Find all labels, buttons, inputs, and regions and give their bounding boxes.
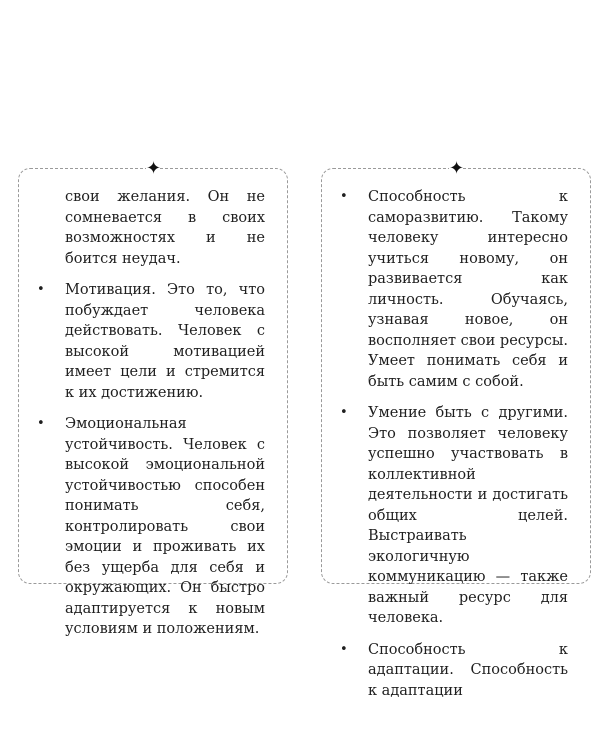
- left-card: [18, 158, 288, 637]
- right-card-content: [340, 187, 568, 701]
- list-item-text: Способность к адаптации. Способность к адаптации: [368, 641, 568, 699]
- left-card-content: [37, 187, 265, 640]
- list-item: [37, 414, 265, 640]
- list-item-text: Эмоциональная устойчивость. Человек с высокой эмоциональной устойчивостью способен понимать себя, контролировать свои эмоции и проживать их без ущерба для себя и окружающих. Он быстро адаптируется к новым условиям и положениям.: [65, 416, 265, 637]
- star-ornament-icon: ✦: [449, 158, 465, 179]
- bullet-icon: •: [37, 282, 45, 297]
- list-item: [340, 187, 568, 392]
- bullet-icon: •: [37, 416, 45, 431]
- right-card: [321, 158, 591, 699]
- bullet-icon: •: [340, 641, 348, 657]
- bullet-icon: •: [340, 405, 348, 420]
- list-item-text: Способность к саморазвитию. Такому человеку интересно учиться новому, он развивается как личность. Обучаясь, узнавая новое, он восполняет свои ресурсы. Умеет понимать себя и быть самим с собой.: [368, 189, 568, 390]
- list-item: [340, 403, 568, 629]
- list-item: [340, 640, 568, 702]
- list-item-text: Мотивация. Это то, что побуждает человека действовать. Человек с высокой мотивацией имеет цели и стремится к их достижению.: [65, 282, 265, 401]
- bullet-icon: •: [340, 189, 348, 204]
- star-ornament-icon: ✦: [146, 158, 162, 179]
- list-item: [37, 280, 265, 403]
- list-item-text: Умение быть с другими. Это позволяет человеку успешно участвовать в коллективной деятельности и достигать общих целей. Выстраивать экологичную коммуникацию — также важный ресурс для человека.: [368, 405, 568, 626]
- continuation-paragraph: свои желания. Он не сомневается в своих возможностях и не боится неудач.: [65, 189, 265, 267]
